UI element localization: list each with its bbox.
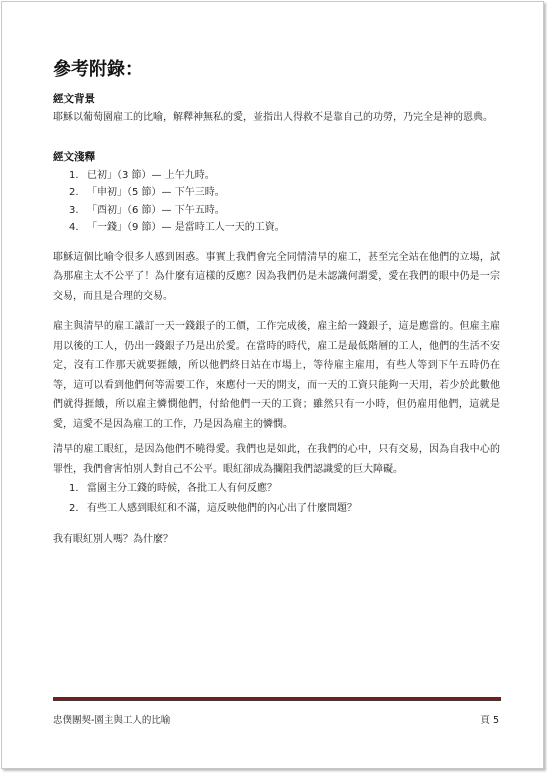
paragraph-confusion: 耶穌這個比喻令很多人感到困惑。事實上我們會完全同情清早的雇工，甚至完全站在他們的立場，試為那雇主太不公平了！為什麼有這樣的反應？因為我們仍是未認識何謂愛，愛在我們的眼中仍是一宗交易，而且是合理的交易。 — [53, 251, 500, 302]
list-item: 2. 有些工人感到眼紅和不滿，這反映他們的內心出了什麼問題？ — [69, 503, 357, 514]
notes-heading: 經文淺釋 — [53, 150, 95, 163]
document-page — [1, 1, 544, 769]
closing-question: 我有眼紅別人嗎？為什麼？ — [53, 534, 173, 545]
list-item: 1. 當園主分工錢的時候，各批工人有何反應？ — [69, 483, 277, 494]
notes-list — [53, 167, 500, 237]
list-item: 3. 「酉初」（6 節）— 下午五時。 — [69, 204, 225, 216]
footer-rule-dark — [53, 699, 501, 701]
list-item: 2. 「申初」（5 節）— 下午三時。 — [69, 187, 225, 198]
page-content — [53, 58, 500, 550]
background-heading: 經文背景 — [53, 93, 95, 105]
list-item: 4. 「一錢」（9 節）— 是當時工人一天的工資。 — [69, 222, 285, 233]
questions-list — [53, 479, 500, 519]
footer-title: 忠僕團契-園主與工人的比喻 — [53, 715, 171, 726]
paragraph-jealousy: 清早的雇工眼紅，是因為他們不曉得愛。我們也是如此，在我們的心中，只有交易，因為自我中心的罪性，我們會害怕別人對自己不公平。眼紅卻成為攔阻我們認識愛的巨大障礙。 — [53, 444, 500, 475]
background-text: 耶穌以葡萄園雇工的比喻，解釋神無私的愛，並指出人得救不是靠自己的功勞，乃完全是神的恩典。 — [53, 112, 493, 123]
paragraph-employer-love: 雇主與清早的雇工議訂一天一錢銀子的工價，工作完成後，雇主給一錢銀子，這是應當的。但雇主雇用以後的工人，仍出一錢銀子乃是出於愛。在當時的時代，雇工是最低階層的工人，他們的生活不安定，沒有工作那天就要捱餓，所以他們終日站在市場上，等待雇主雇用，有些人等到下午五時仍在等，這可以看到他們何等需要工作，來應付一天的開支，而一天的工資只能夠一天用，若少於此數他們就得捱餓，所以雇主憐憫他們，付給他們一天的工資；雖然只有一小時，但仍雇用他們，這就是愛，這愛不是因為雇工的工作，乃是因為雇主的憐憫。 — [53, 321, 500, 430]
page-number: 頁 5 — [480, 715, 499, 726]
page-title: 參考附錄： — [53, 59, 143, 80]
list-item: 1. 已初」（3 節）— 上午九時。 — [69, 169, 215, 181]
